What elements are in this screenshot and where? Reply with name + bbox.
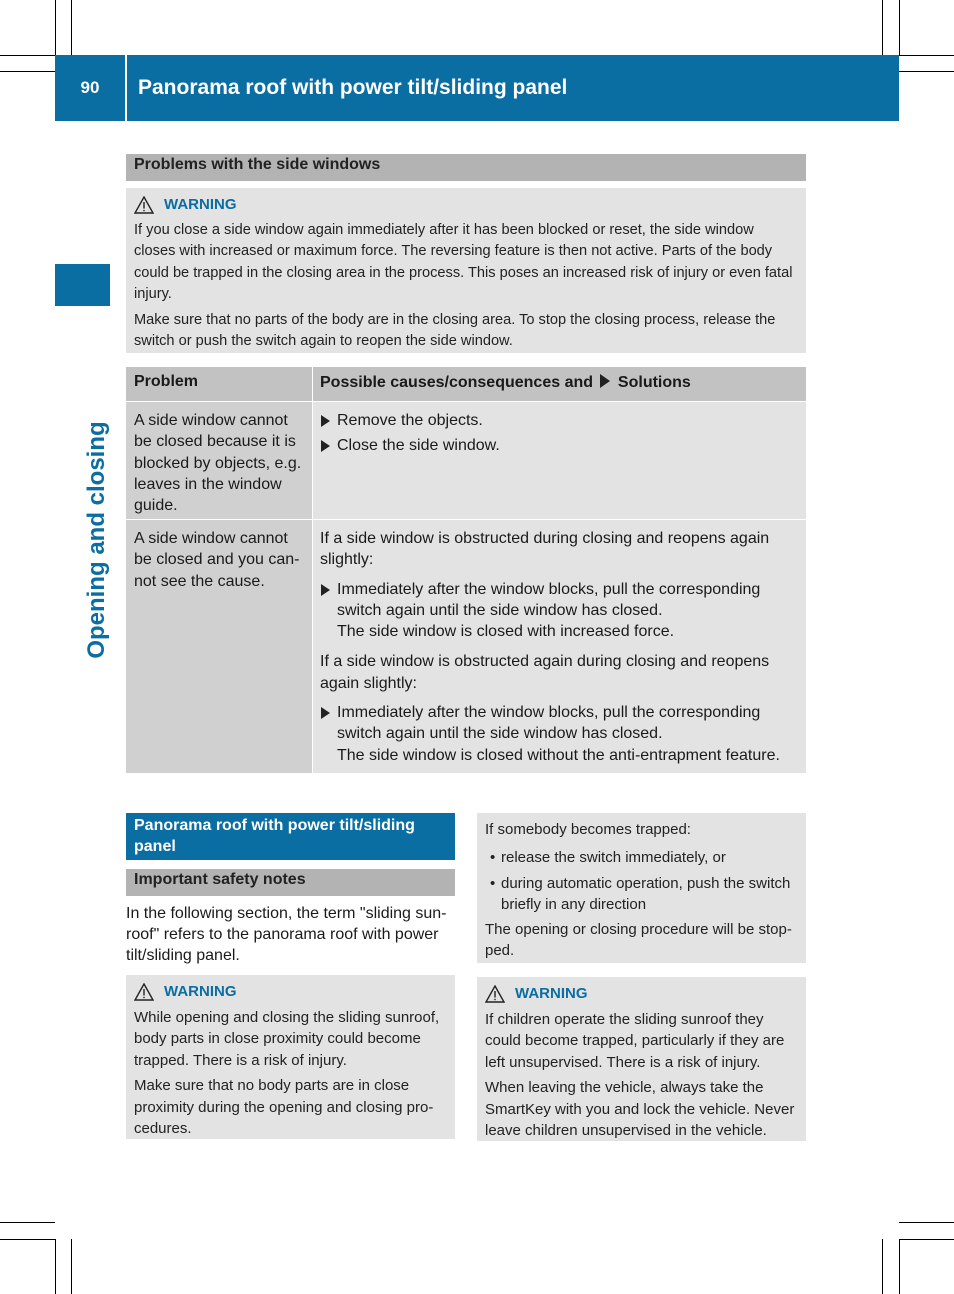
warning-header [134, 194, 798, 216]
subsection-heading-text: Important safety notes [134, 871, 306, 888]
step-text: Immediately after the window blocks, pull the corresponding switch again until the side window has closed. [337, 580, 761, 619]
warning-box-children [477, 977, 806, 1141]
arrow-right-icon [321, 707, 330, 719]
table-header-text: Solutions [617, 374, 691, 391]
arrow-right-icon [321, 440, 330, 452]
list-item-text: release the switch immediately, or [501, 849, 726, 866]
warning-box-sunroof [126, 975, 455, 1139]
warning-text: If you close a side window again immediately after it has been blocked or reset, the side window closes with increased or maximum force. The reversing feature is then not active. Parts of the body could be trapped in the closing area in the process. This poses an increased risk of injury or even fatal injury. [134, 221, 793, 302]
crop-mark [899, 55, 954, 56]
chapter-side-label: Opening and closing [83, 421, 110, 659]
warning-label: WARNING [164, 196, 237, 213]
warning-triangle-icon [134, 983, 154, 1001]
result-text: The side window is closed with increased force. [337, 623, 675, 641]
table-header-solutions [313, 367, 806, 401]
warning-label: WARNING [515, 985, 588, 1002]
table-header-problem [126, 367, 312, 401]
warning-text: When leaving the vehicle, always take the SmartKey with you and lock the vehicle. Never leave children unsupervised in the vehicle. [485, 1079, 795, 1139]
table-cell-problem [126, 402, 312, 519]
list-item [485, 847, 798, 868]
crop-mark [899, 1222, 954, 1223]
crop-mark [0, 1222, 55, 1223]
step-text: Remove the objects. [337, 412, 483, 429]
table-cell-solution [313, 402, 806, 519]
warning-text: Make sure that no parts of the body are in the closing area. To stop the closing process, release the switch or push the switch again to reopen the side window. [134, 311, 776, 349]
step-text: Immediately after the window blocks, pull the corresponding switch again until the side window has closed. [337, 704, 761, 743]
instruction-outro: The opening or closing procedure will be stop-ped. [485, 921, 792, 959]
warning-triangle-icon [485, 985, 505, 1003]
step-item [320, 435, 799, 456]
crop-mark [899, 1239, 900, 1294]
crop-mark [899, 71, 954, 72]
warning-box-side-windows [126, 188, 806, 353]
trapped-instructions-box [477, 813, 806, 963]
warning-label: WARNING [164, 983, 237, 1000]
warning-triangle-icon [134, 196, 154, 214]
subsection-heading-safety [126, 869, 455, 896]
table-cell-solution [313, 520, 806, 773]
list-item [485, 873, 798, 915]
crop-mark [882, 1239, 883, 1294]
chapter-tab-marker [55, 264, 110, 306]
instruction-intro: If somebody becomes trapped: [485, 821, 691, 838]
step-text: Close the side window. [337, 437, 500, 455]
cell-text: A side window cannot be closed and you can-not see the cause. [134, 530, 300, 590]
crop-mark [55, 0, 56, 55]
condition-text: If a side window is obstructed again during closing and reopens again slightly: [320, 653, 770, 692]
bullet-dot-icon: • [490, 849, 496, 866]
arrow-right-icon [321, 415, 330, 427]
crop-mark [0, 1239, 55, 1240]
crop-mark [71, 0, 72, 55]
intro-paragraph: In the following section, the term "sliding sun-roof" refers to the panorama roof with power tilt/sliding panel. [126, 905, 447, 964]
crop-mark [899, 1239, 954, 1240]
crop-mark [55, 1239, 56, 1294]
warning-text: Make sure that no body parts are in close proximity during the opening and closing pro-cedures. [134, 1077, 434, 1137]
crop-mark [0, 55, 55, 56]
section-heading-text: Problems with the side windows [134, 156, 381, 173]
step-item [320, 702, 799, 766]
table-cell-problem [126, 520, 312, 773]
table-header-text: Possible causes/consequences and [320, 374, 594, 391]
section-heading-side-windows [126, 154, 806, 181]
page-number: 90 [80, 78, 100, 97]
header-divider [125, 55, 127, 121]
crop-mark [899, 0, 900, 55]
step-item [320, 579, 799, 643]
warning-text: If children operate the sliding sunroof they could become trapped, particularly if they are left unsupervised. There is a risk of injury. [485, 1010, 785, 1071]
list-item-text: during automatic operation, push the switch briefly in any direction [501, 875, 791, 913]
page-title: Panorama roof with power tilt/sliding panel [138, 76, 568, 99]
condition-text: If a side window is obstructed during closing and reopens again slightly: [320, 530, 770, 569]
crop-mark [0, 71, 55, 72]
table-header-text: Problem [134, 373, 199, 390]
arrow-right-icon [321, 584, 330, 596]
result-text: The side window is closed without the anti-entrapment feature. [337, 746, 780, 764]
cell-text: A side window cannot be closed because it is blocked by objects, e.g. leaves in the window guide. [134, 412, 302, 515]
warning-header [134, 981, 447, 1003]
bullet-dot-icon: • [490, 875, 496, 892]
section-heading-panorama: Panorama roof with power tilt/sliding panel [126, 813, 455, 860]
crop-mark [71, 1239, 72, 1294]
crop-mark [882, 0, 883, 55]
warning-header [485, 983, 798, 1005]
step-item [320, 410, 799, 431]
warning-text: While opening and closing the sliding sunroof, body parts in close proximity could become trapped. There is a risk of injury. [134, 1008, 440, 1069]
arrow-right-icon [600, 374, 610, 388]
